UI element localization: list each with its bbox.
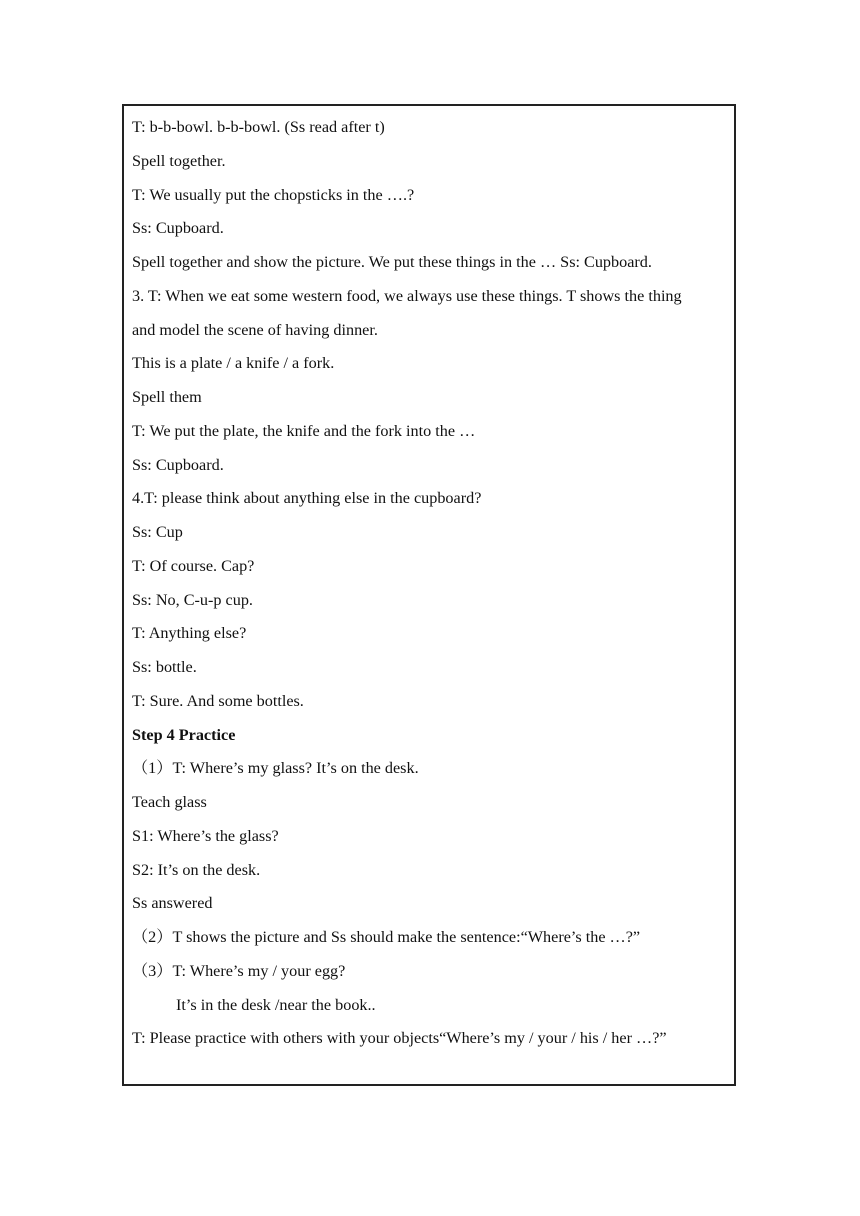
text-line: T: Sure. And some bottles. <box>132 691 304 710</box>
text-line: Ss: bottle. <box>132 658 197 676</box>
step-heading: Step 4 Practice <box>132 725 236 744</box>
text-line: Teach glass <box>132 793 207 811</box>
text-line: S2: It’s on the desk. <box>132 860 261 879</box>
text-line: Ss answered <box>132 894 213 913</box>
text-line: Ss: No, C-u-p cup. <box>132 590 253 609</box>
text-line: S1: Where’s the glass? <box>132 826 279 845</box>
text-line: 4.T: please think about anything else in the cupboard? <box>132 489 482 508</box>
text-line: （2）T shows the picture and Ss should make the sentence:“Where’s the …?” <box>132 928 641 946</box>
text-line: Spell them <box>132 388 202 406</box>
lesson-text-block <box>132 114 730 1059</box>
text-line: Ss: Cupboard. <box>132 219 224 238</box>
text-line: T: We usually put the chopsticks in the ….? <box>132 185 415 204</box>
text-line: T: b-b-bowl. b-b-bowl. (Ss read after t) <box>132 118 385 136</box>
text-line-indented: It’s in the desk /near the book.. <box>176 995 376 1014</box>
text-line: T: Anything else? <box>132 624 247 643</box>
text-line: （3）T: Where’s my / your egg? <box>132 961 346 980</box>
text-line: 3. T: When we eat some western food, we always use these things. T shows the thing <box>132 286 682 305</box>
lesson-plan-table-cell <box>122 104 736 1086</box>
text-line: Ss: Cup <box>132 523 183 541</box>
text-line: T: We put the plate, the knife and the fork into the … <box>132 421 476 440</box>
text-line: Spell together. <box>132 151 226 170</box>
text-line: T: Of course. Cap? <box>132 556 255 575</box>
text-line: （1）T: Where’s my glass? It’s on the desk. <box>132 759 419 778</box>
text-line: Ss: Cupboard. <box>132 455 224 474</box>
text-line: This is a plate / a knife / a fork. <box>132 354 335 373</box>
text-line: T: Please practice with others with your objects“Where’s my / your / his / her …?” <box>132 1029 667 1048</box>
text-line: and model the scene of having dinner. <box>132 320 378 339</box>
text-line: Spell together and show the picture. We put these things in the … Ss: Cupboard. <box>132 253 652 271</box>
